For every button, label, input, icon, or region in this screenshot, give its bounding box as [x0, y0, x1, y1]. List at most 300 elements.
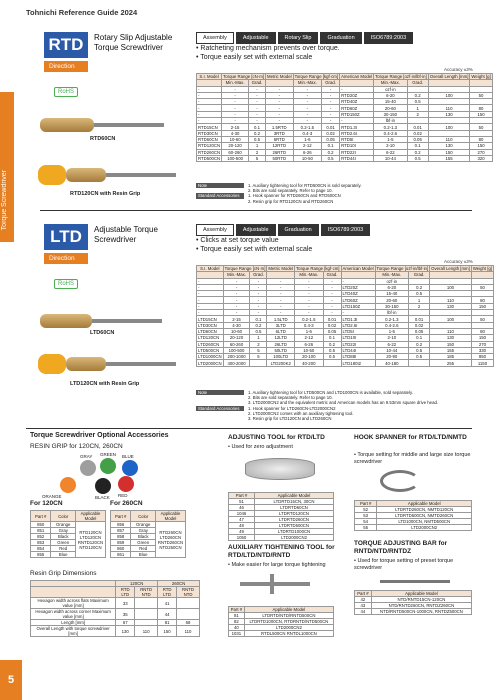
cell: -: [293, 111, 322, 117]
cell: 0.05: [409, 328, 430, 334]
cell: LTDRTD15CN, 30CN: [255, 499, 334, 505]
rtd-rohs-badge: RoHS: [54, 87, 78, 97]
cell: 80: [471, 297, 493, 303]
cell: 110: [135, 626, 158, 637]
cell: 1-5: [375, 328, 409, 334]
cell: RTD44I: [340, 155, 374, 161]
cell: 130: [116, 626, 135, 637]
cell: -: [223, 291, 250, 297]
rtd-spec-table: [196, 73, 493, 162]
cell: 110: [428, 136, 470, 142]
cell: Applicable Model: [255, 493, 334, 499]
cell: 855: [31, 552, 51, 558]
table-row: [31, 609, 200, 620]
cell: 100: [430, 284, 472, 290]
cell: Torque Range [cN·m]: [224, 266, 266, 272]
tag-iso: ISO6789:2003: [321, 224, 370, 236]
table-row: [31, 522, 106, 528]
rtd-tool1-label: RTD60CN: [90, 136, 116, 142]
divider: [40, 210, 472, 211]
cell: 400-2000: [223, 360, 250, 366]
for-120-title: For 120CN: [30, 500, 63, 507]
cell: LTDRTD500CN: [255, 523, 334, 529]
grip-swatch: [118, 476, 134, 492]
cell: -: [341, 278, 375, 284]
cell: 6RTD: [265, 136, 293, 142]
cell: Min.-Max.: [374, 80, 408, 86]
table-row: [197, 149, 493, 155]
cell: -: [267, 303, 295, 309]
adjusting-tool-bullet: • Used for zero adjustment: [228, 444, 293, 450]
cell: Applicable Model: [371, 591, 471, 597]
cell: -: [223, 310, 250, 316]
cell: 15-40: [374, 99, 408, 105]
cell: Torque Range [kgf·cm]: [296, 266, 340, 272]
cell: 100-500: [223, 347, 250, 353]
cell: -: [222, 105, 249, 111]
cell: RTDL500CN RNTDL1000CN: [244, 631, 333, 637]
dims-table: [30, 580, 200, 637]
cell: 49: [229, 529, 255, 535]
rtd-direction-tag: Direction: [44, 61, 88, 72]
cell: 0.2: [407, 149, 428, 155]
cell: -: [322, 111, 340, 117]
cell: 3LTD: [267, 322, 295, 328]
cell: 47: [229, 517, 255, 523]
cell: 42: [355, 597, 372, 603]
hook-spanner-image: [380, 470, 420, 492]
cell: -: [293, 105, 322, 111]
cell: Hexagon width across flats Maximum value [mm]: [31, 598, 116, 609]
cell: [31, 587, 116, 598]
cell: -: [323, 303, 341, 309]
divider: [26, 428, 472, 429]
cell: 0.5: [250, 328, 267, 334]
cell: -: [223, 278, 250, 284]
table-row: [355, 609, 472, 615]
cell: 0.2: [409, 284, 430, 290]
cell: RNTD NTD: [177, 587, 200, 598]
cell: 2-15: [223, 316, 250, 322]
cell: -: [249, 105, 266, 111]
cell: LTD260CN: [197, 341, 224, 347]
cell: 1: [249, 143, 266, 149]
cell: [177, 598, 200, 609]
cell: 5: [249, 155, 266, 161]
cell: 1046: [229, 511, 255, 517]
cell: RTD260CN: [198, 149, 221, 155]
cell: 100: [430, 316, 472, 322]
cell: 860: [111, 546, 131, 552]
cell: -: [267, 278, 295, 284]
cell: RTD120CN LTD120CN RNTD120CN NTD120CN: [76, 522, 106, 558]
cell: 35: [116, 609, 135, 620]
cell: Blue: [51, 552, 76, 558]
note-key: Note: [196, 390, 244, 395]
note-text: 3. LTD2000CN2 and the equivalent metric and American models has an 9.53mm square drive head.: [248, 400, 439, 406]
cell: 26RTD: [265, 149, 293, 155]
cell: Green: [131, 540, 156, 546]
grip-swatch: [80, 460, 96, 476]
adjusting-bar-bullet: • Used for torque setting of preset torque screwdriver: [354, 558, 454, 571]
table-row: [197, 155, 493, 161]
cell: -: [249, 111, 266, 117]
ltd-rohs-badge: RoHS: [54, 279, 78, 289]
cell: 41: [158, 598, 177, 609]
cell: 0.1: [409, 335, 430, 341]
cell: -: [250, 303, 267, 309]
cell: LTDRTD260CN: [255, 517, 334, 523]
cell: -: [322, 99, 340, 105]
cell: -: [295, 310, 324, 316]
cell: 44: [355, 609, 372, 615]
grip-swatch: [100, 458, 116, 474]
cell: American Model: [342, 266, 374, 272]
cell: -: [223, 297, 250, 303]
ltd-spec-table: [196, 265, 494, 367]
table-row: [111, 522, 186, 528]
cell: 54: [355, 519, 377, 525]
cell: 120CN: [116, 581, 158, 587]
cell: 0.5: [409, 291, 430, 297]
cell: LTDRTD1000CN: [255, 529, 334, 535]
cell: LTD1000CN, NMTD500CN: [377, 519, 472, 525]
cell: 50: [471, 284, 493, 290]
cell: 4-30: [223, 322, 250, 328]
tag-iso: ISO6789:2003: [364, 32, 413, 44]
cell: Metric Model: [268, 266, 294, 272]
cell: 2-15: [222, 124, 249, 130]
cell: RTD20Z: [340, 92, 374, 98]
aux-tool-table: [228, 606, 334, 637]
cell: -: [197, 86, 222, 92]
adjusting-bar-image: [380, 580, 450, 583]
cell: Hexagon width across corner Maximum value [mm]: [31, 609, 116, 620]
cell: LTD150Z: [341, 303, 375, 309]
cell: 200-1000: [223, 354, 250, 360]
cell: 2-12: [293, 143, 322, 149]
cell: LTD180I2: [341, 360, 375, 366]
cell: 6-26: [295, 341, 324, 347]
cell: 48: [229, 523, 255, 529]
table-row: [197, 360, 494, 366]
cell: LTDRTD260CN, NMTD120CN: [377, 507, 472, 513]
cell: 33: [116, 598, 135, 609]
cell: 110: [430, 328, 472, 334]
grip-color-label: BLUE: [122, 454, 134, 459]
cell: 0.4-3: [295, 322, 324, 328]
cell: 6-22: [375, 341, 409, 347]
rtd-bullets: [196, 44, 340, 62]
cell: RTD500CN: [198, 156, 221, 161]
cell: Color: [131, 511, 156, 522]
side-strip: [0, 0, 22, 700]
cell: 2: [407, 111, 428, 117]
grip-120-table: [30, 510, 106, 558]
adjusting-tool-table: [228, 492, 334, 541]
cell: 0.5: [407, 99, 428, 105]
cell: 857: [111, 528, 131, 534]
cell: -: [197, 99, 222, 105]
cell: 20-120: [223, 335, 250, 341]
header-row: [31, 511, 106, 522]
accessories-title: Torque Screwdriver Optional Accessories: [30, 432, 169, 439]
rtd-notes: [196, 183, 362, 204]
cell: 81: [229, 613, 245, 619]
cell: -: [293, 99, 322, 105]
ltd-bullet: • Torque easily set with external scale: [196, 246, 313, 253]
hook-spanner-title: HOOK SPANNER for RTD/LTD/NMTD: [354, 434, 467, 441]
rtd120cn-tool-image: [38, 165, 176, 185]
cell: 100-500: [222, 155, 249, 161]
cell: Red: [51, 546, 76, 552]
cell: Min.-Max.: [295, 272, 324, 278]
cell: -: [322, 86, 340, 92]
cell: 10-50: [293, 155, 322, 161]
tag-adjustable: Adjustable: [236, 32, 276, 44]
grip-color-label: BLACK: [95, 495, 110, 500]
ltd60cn-tool-image: [40, 314, 162, 328]
tag-adjustable: Adjustable: [236, 224, 276, 236]
cell: 853: [31, 540, 51, 546]
cell: 10-50: [295, 347, 324, 353]
cell: RTD5I: [340, 136, 374, 142]
cell: LTDRTD60CN: [255, 505, 334, 511]
cell: 43: [355, 603, 372, 609]
cell: -: [197, 297, 224, 303]
note-text: 2. Bits are sold separately. Refer to page 10.: [248, 395, 333, 401]
cell: lbf·in: [374, 118, 408, 124]
table-row: [197, 136, 493, 142]
cell: 861: [111, 552, 131, 558]
cell: Gray: [131, 528, 156, 534]
cell: 6-26: [293, 149, 322, 155]
cell: -: [223, 303, 250, 309]
cell: LTDRTD1000CN, RTDRNTD/NTD500CN: [244, 619, 333, 625]
adjusting-bar-title: TORQUE ADJUSTING BAR for RNTD/NTD/RNTDZ: [354, 540, 448, 555]
cell: 20-100: [295, 354, 324, 360]
cell: LTD120CN: [197, 335, 224, 341]
cell: RTD30CN: [197, 130, 222, 136]
cell: 0.01: [407, 124, 428, 130]
resin-grip-title: RESIN GRIP for 120CN, 260CN: [30, 443, 123, 450]
cell: [177, 609, 200, 620]
cell: 30-150: [374, 111, 408, 117]
header-title: Tohnichi Reference Guide 2024: [26, 8, 138, 17]
cell: 0.5: [409, 347, 430, 353]
cell: 155: [428, 155, 470, 161]
cell: 6-20: [374, 92, 408, 98]
rtd-tool2-label: RTD120CN with Resin Grip: [70, 191, 141, 197]
cell: 20-60: [375, 297, 409, 303]
cell: 0.1: [322, 143, 340, 149]
aux-tool-bullet: • Make easier for large torque tightening: [228, 562, 326, 568]
note-text: 2. Bits are sold separately. Refer to page 10.: [248, 188, 333, 194]
cell: 0.01: [323, 316, 341, 322]
cell: RTD15CN: [197, 124, 222, 130]
cell: LTD200K2: [267, 360, 295, 366]
table-row: [229, 535, 334, 541]
cell: 110: [430, 297, 472, 303]
cell: -: [249, 99, 266, 105]
cell: 0.2-1.3: [374, 124, 408, 130]
cell: 0.02: [323, 322, 341, 328]
ltd-bullet: • Clicks at set torque value: [196, 237, 279, 244]
cell: Torque Range [kgf·cm]: [294, 74, 339, 80]
cell: 6-22: [374, 149, 408, 155]
cell: LTD40Z: [341, 291, 375, 297]
cell: 320: [470, 155, 492, 161]
cell: 2: [409, 303, 430, 309]
ltd-feature-tags: [196, 224, 370, 236]
cell: 10-44: [375, 347, 409, 353]
cell: ozf·in: [374, 86, 408, 92]
cell: NTD/RNTD15CN-120CN: [371, 597, 471, 603]
cell: LTD88I: [341, 354, 375, 360]
aux-tool-image: [240, 574, 320, 600]
cell: Min.-Max.: [223, 272, 250, 278]
rtd-feature-tags: [196, 32, 413, 44]
grip-swatch: [122, 460, 138, 476]
cell: -: [341, 310, 375, 316]
cell: 0.5: [323, 354, 341, 360]
cell: Weight [g]: [472, 266, 493, 272]
cell: 100LTD: [267, 354, 295, 360]
cell: 0.02: [409, 322, 430, 328]
grip-color-label: ORANGE: [42, 494, 62, 499]
cell: Grad.: [249, 80, 266, 86]
cell: 53: [355, 513, 377, 519]
cell: -: [340, 86, 374, 92]
cell: -: [197, 278, 224, 284]
cell: 2: [250, 341, 267, 347]
ltd-bullets: [196, 236, 312, 254]
cell: S.I. Model: [197, 74, 222, 80]
cell: 260CN: [158, 581, 200, 587]
cell: 100: [428, 124, 470, 130]
cell: -: [323, 297, 341, 303]
cell: Torque Range [ozf·in/lbf·in]: [375, 74, 427, 80]
cell: LTD5I: [341, 328, 375, 334]
cell: 0.1: [407, 143, 428, 149]
note-key: Standard Accessories: [196, 406, 244, 411]
cell: LTD500CN: [197, 347, 224, 353]
cell: 155: [430, 347, 472, 353]
tag-graduation: Graduation: [320, 32, 361, 44]
cell: RTD10I: [340, 143, 374, 149]
cell: RTD150Z: [340, 111, 374, 117]
cell: American Model: [341, 74, 373, 80]
cell: 5: [250, 354, 267, 360]
cell: 100: [428, 92, 470, 98]
tag-assembly: Assembly: [196, 224, 234, 236]
rtd-accuracy: Accuracy ±3%: [444, 67, 473, 72]
ltd-code-badge: LTD: [44, 224, 88, 250]
cell: Black: [131, 534, 156, 540]
cell: 0.2: [409, 341, 430, 347]
cell: -: [222, 111, 249, 117]
cell: 110: [177, 626, 200, 637]
cell: Length [mm]: [31, 620, 116, 626]
cell: Part #: [111, 511, 131, 522]
cell: 0.4-2.6: [374, 130, 408, 136]
hook-spanner-table: [354, 500, 472, 531]
cell: [323, 360, 341, 366]
cell: 15-40: [375, 291, 409, 297]
cell: -: [265, 118, 293, 124]
cell: 0.5: [249, 136, 266, 142]
rtd-code-badge: RTD: [44, 32, 88, 58]
cell: -: [267, 291, 295, 297]
cell: Grad.: [250, 272, 267, 278]
cell: -: [249, 118, 266, 124]
cell: 0.01: [322, 124, 340, 130]
cell: -: [267, 284, 295, 290]
cell: -: [293, 86, 322, 92]
cell: Part #: [31, 511, 51, 522]
cell: -: [293, 92, 322, 98]
cell: Orange: [51, 522, 76, 528]
cell: Orange: [131, 522, 156, 528]
note-row: [196, 416, 438, 421]
cell: Applicable Model: [244, 607, 333, 613]
cell: -: [295, 297, 324, 303]
cell: 1050: [229, 535, 255, 541]
cell: Color: [51, 511, 76, 522]
cell: LTD2000CN2: [377, 525, 472, 531]
cell: 3RTD: [265, 130, 293, 136]
cell: Part #: [355, 591, 372, 597]
cell: -: [250, 278, 267, 284]
cell: Min.-Max.: [222, 80, 249, 86]
note-key: Note: [196, 183, 244, 188]
table-row: [197, 328, 494, 334]
cell: 850: [471, 354, 493, 360]
cell: RTD60CN: [197, 136, 222, 142]
cell: RTD120CN: [198, 143, 221, 149]
cell: 26LTD: [267, 341, 295, 347]
cell: 859: [111, 540, 131, 546]
cell: Grad.: [407, 80, 428, 86]
cell: 1.5LTD: [267, 316, 295, 322]
cell: RTD22I: [340, 149, 374, 155]
cell: 856: [111, 522, 131, 528]
cell: 0.2-1.5: [293, 124, 322, 130]
note-text: 1. Auxiliary tightening tool for LTD500CN and LTD1000CN is available, sold separately.: [248, 390, 414, 395]
cell: 0.1: [250, 316, 267, 322]
cell: LTD44I: [341, 347, 375, 353]
cell: 851: [31, 528, 51, 534]
cell: -: [322, 92, 340, 98]
cell: -: [197, 291, 224, 297]
rtd-bullet: • Ratcheting mechanism prevents over torque.: [196, 45, 340, 52]
cell: 50: [470, 92, 492, 98]
cell: 854: [31, 546, 51, 552]
cell: Grad.: [322, 80, 340, 86]
cell: 1150: [471, 360, 493, 366]
cell: -: [295, 303, 324, 309]
cell: 20-60: [374, 105, 408, 111]
ltd-tool2-label: LTD120CN with Resin Grip: [70, 381, 140, 387]
cell: 0.2-1.5: [295, 316, 324, 322]
cell: 10-44: [374, 155, 408, 161]
cell: 1-6: [295, 328, 324, 334]
cell: 255: [430, 360, 472, 366]
cell: 0.4-2.6: [375, 322, 409, 328]
cell: 1031: [229, 631, 245, 637]
cell: -: [197, 303, 224, 309]
note-text: 2. Resin grip for RTD120CN and RTD260CN: [248, 198, 334, 204]
